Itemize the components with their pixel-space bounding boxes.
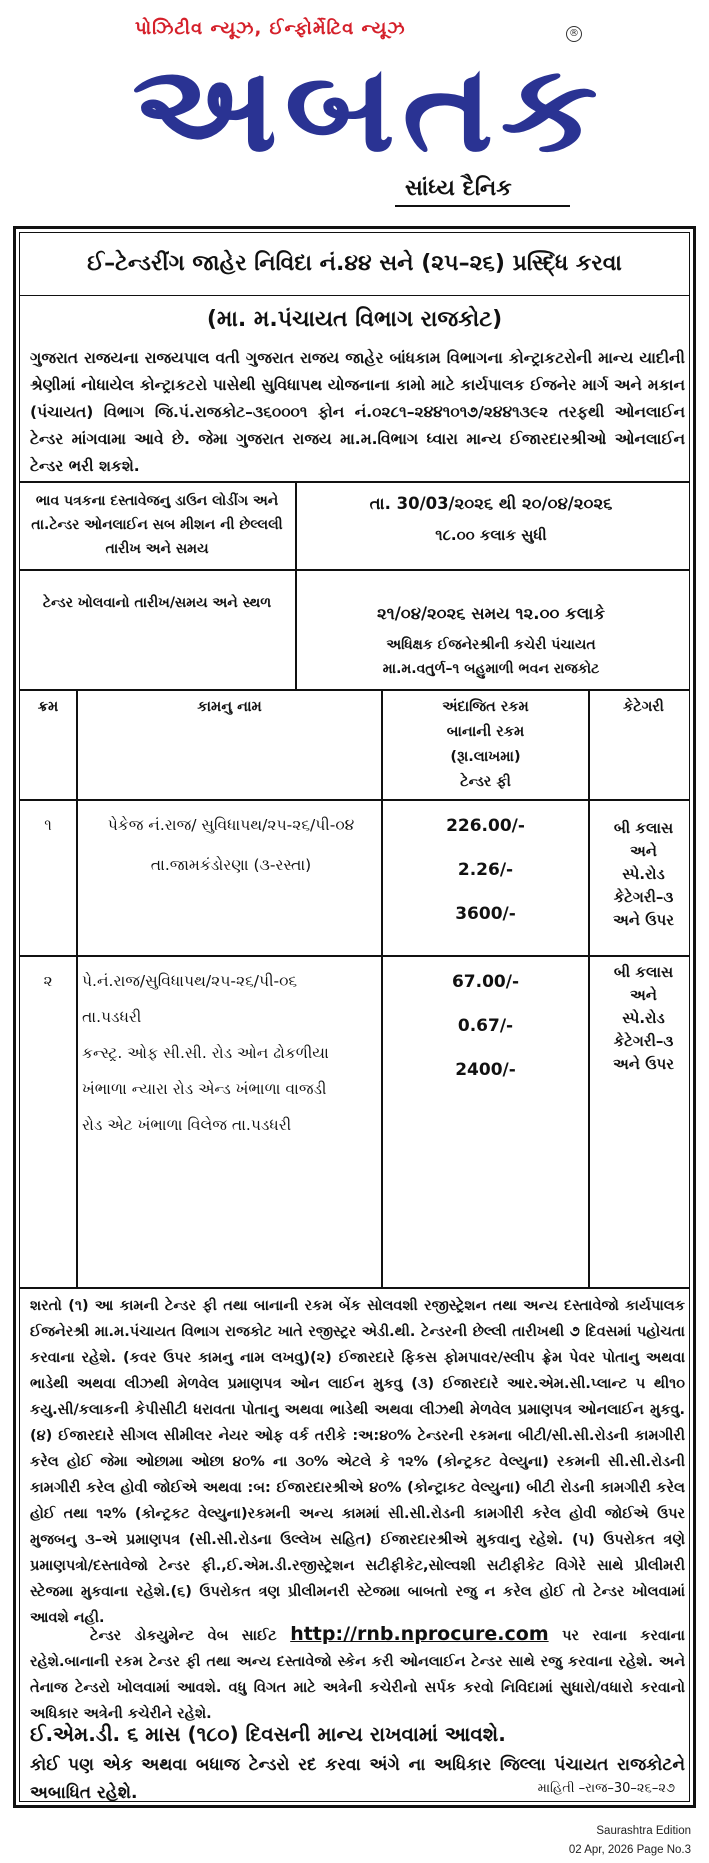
row-2-name-3: કન્સ્ટ્ર. ઓફ સી.સી. રોડ ઓન ઢોકળીયા [82,1044,329,1062]
download-label: ભાવ પત્રકના દસ્તાવેજનુ ડાઉન લોડીંગ અને તા.ટેન્ડર ઓનલાઈન સબ મીશન ની છેલ્લલી તારીખ અને સમય [31,493,283,557]
terms-conditions: શરતો (૧) આ કામની ટેન્ડર ફી તથા બાનાની રકમ બેંક સોલવશી રજીસ્ટ્રેશન તથા અન્ય દસ્તાવેજો કાર્યપાલક ઈજનેરશ્રી મા.મ.પંચાયત વિભાગ રાજકોટ ખાતે રજીસ્ટ્રર એડી.થી. ટેન્ડરની છેલ્લી તારીખથી ૭ દિવસમાં પહોચતા કરવાના રહેશે. (કવર ઉપર કામનુ નામ લખવુ)(૨) ઈજારદારે ફિકસ ફોમપાવર/સ્લીપ ફ્રેમ પેવર પોતાનુ અથવા ભાડેથી અથવા લીઝથી મેળવેલ પ્રમાણપત્ર ઓન લાઈન મુકવુ (૩) ઈજારદારે આર.એમ.સી.પ્લાન્ટ ૫ થી૧૦ કયુ.સી/કલાકની કેપીસીટી ધરાવતા પોતાનુ અથવા ભાડેથી અથવા લીઝથી મેળવેલ પ્રમાણપત્ર ઓનલાઈન મુકવુ.(૪) ઈજારદારે સીગલ સીમીલર નેયર ઓફ વર્ક તરીકે :અ:૪૦% ટેન્ડરની રકમના બીટી/સી.સી.રોડની કામગીરી કરેલ હોઈ જેમા ઓછામા ઓછા ૪૦% ના ૩૦% એટલે કે ૧૨% (કોન્ટ્રકટ વેલ્યુના) રકમની સી.સી.રોડની કામગીરી કરેલ હોવી જોઈએ અથવા :બ: ઈજારદારશ્રીએ ૪૦% (કોન્ટ્રાકટ વેલ્યુના) બીટી રોડની કામગીરી કરેલ હોઈ તથા ૧૨% (કોન્ટ્રકટ વેલ્યુના)રકમની અન્ય કામમાં સી.સી.રોડની કામગીરી કરેલ હોવી જોઈએ ઉપર મુજબનુ ૩–એ પ્રમાણપત્ર (સી.સી.રોડના ઉલ્લેખ સહિત) ઈજારદારશ્રીએ મુકવાનુ રહેશે. (૫) ઉપરોકત ત્રણે પ્રમાણપત્રો/દસ્તાવેજો ટેન્ડર ફી.,ઈ.એમ.ડી.રજીસ્ટ્રેશન સટીફીકેટ,સોલ્વશી સટીફીકેટ વિગેરે સાથે પ્રીલીમરી સ્ટેજમા મુકવાના રહેશે.(૬) ઉપરોકત ત્રણ પ્રીલીમનરી સ્ટેજમા બાબતો રજુ ન કરેલ હોઈ તો ટેન્ડર ખોલવામાં આવશે નહી. [30,1298,685,1626]
row-2-serial: ૨ [43,972,53,990]
row-1-category-3: સ્પે.રોડ [622,865,665,883]
opening-place-2: મા.મ.વતુર્ળ–૧ બહુમાળી ભવન રાજકોટ [382,661,600,677]
row-2-category-4: કેટેગરી–૩ [613,1032,674,1050]
row-2-name-4: ખંભાળા ન્યારા રોડ એન્ડ ખંભાળા વાજડી [82,1080,327,1098]
tender-website-link[interactable]: http://rnb.nprocure.com [290,1623,549,1645]
row-1-category-1: બી કલાસ [613,819,674,837]
tender-notice [13,226,696,1808]
row-2-estimate: 67.00/- [451,972,520,992]
row-2-name-2: તા.પડધરી [82,1008,142,1026]
row-2-name-1: પે.નં.રાજ/સુવિધાપથ/૨૫-૨૬/પી-૦૬ [82,972,298,990]
row-1-serial: ૧ [44,816,52,834]
row-1-deposit: 2.26/- [457,860,514,880]
schedule-mid-rule-2 [295,569,297,689]
newspaper-logo: અબતક [132,40,605,179]
notice-intro: ગુજરાત રાજયના રાજયપાલ વતી ગુજરાત રાજય જાહેર બાંધકામ વિભાગના કોન્ટ્રાકટરોની માન્ય યાદીની શ્રેણીમાં નોધાયેલ કોન્ટ્રાકટરો પાસેથી સુવિધાપથ યોજનાના કામો માટે કાર્યપાલક ઈજનેર માર્ગ અને મકાન (પંચાયત) વિભાગ જિ.પં.રાજકોટ–૩૬૦૦૦૧ ફોન નં.૦૨૮૧–૨૪૪૧૦૧૭/૨૪૪૧૩૯૨ તરફથી ઓનલાઈન ટેન્ડર માંગવામા આવે છે. જેમા ગુજરાત રાજય મા.મ.વિભાગ ધ્વારા માન્ય ઈજારદારશ્રીઓ ઓનલાઈન ટેન્ડર ભરી શકશે. [30,349,685,475]
opening-label: ટેન્ડર ખોલવાનો તારીખ/સમય અને સ્થળ [42,595,272,611]
opening-datetime: ૨૧/૦૪/૨૦૨૬ સમય ૧૨.૦૦ કલાકે [376,604,605,623]
website-paragraph [30,1621,685,1727]
download-dates: તા. 30/03/૨૦૨૬ થી ૨૦/૦૪/૨૦૨૬ [369,494,613,513]
masthead-subtitle: સાંધ્ય દૈનિક [405,176,512,201]
masthead-tagline: પોઝિટીવ ન્યૂઝ, ઈન્ફોર્મેટિવ ન્યૂઝ [135,18,406,39]
row-2-category-3: સ્પે.રોડ [622,1009,665,1027]
row-1-name-2: તા.જામકંડોરણા (૩-રસ્તા) [150,856,312,874]
row-2-category-2: અને [629,986,657,1004]
row-1-rule [20,799,689,801]
schedule-top-rule [20,481,689,483]
header-amount-2: બાનાની રકમ [446,724,525,740]
title-divider [20,295,689,296]
header-category: કેટેગરી [623,699,664,715]
website-suffix: પર રવાના કરવાના રહેશે.બાનાની રકમ ટેન્ડર ફી તથા અન્ય દસ્તાવેજો સ્કેન કરી ઓનલાઈન ટેન્ડર સાથે રજુ કરવાના રહેશે. અને તેનાજ ટેન્ડરો ખોલવામાં આવશે. વધુ વિગત માટે અત્રેની કચેરીનો સર્પક કરવો નિવિદામાં સુધારો/વધારો કરવાનો અધિકાર અત્રેની કચેરીને રહેશે. [30,1628,685,1722]
row-2-fee: 2400/- [455,1060,516,1080]
masthead [0,0,709,215]
row-2-category-5: અને ઉપર [612,1055,675,1073]
notice-title: ઈ–ટેન્ડરીંગ જાહેર નિવિદા નં.૪૪ સને (૨૫–૨૬) પ્રસ્દ્ધિ કરવા [87,251,622,276]
row-1-estimate: 226.00/- [446,816,525,836]
registered-mark-icon: ® [566,26,582,42]
notice-inner-frame [19,232,690,1802]
row-1-category-5: અને ઉપર [612,911,675,929]
header-amount-4: ટેન્ડર ફી [460,774,511,790]
row-1-fee: 3600/- [455,904,516,924]
header-amount-1: અંદાજિત રકમ [442,699,529,715]
download-time: ૧૮.૦૦ કલાક સુધી [435,526,547,544]
col-rule-1 [76,689,78,1287]
subtitle-underline [395,205,570,207]
header-amount-3: (રૂા.લાખમા) [450,749,521,765]
website-prefix: ટેન્ડર ડોકયુમેન્ટ વેબ સાઈટ [90,1628,277,1644]
row-2-rule [20,955,689,957]
emd-validity: ઈ.એમ.ડી. ૬ માસ (૧૮૦) દિવસની માન્ય રાખવામાં આવશે. [30,1722,506,1746]
row-1-category-4: કેટેગરી–૩ [613,888,674,906]
row-2-deposit: 0.67/- [457,1016,514,1036]
row-2-category-1: બી કલાસ [613,963,674,981]
header-work-name: કામનુ નામ [197,699,262,715]
notice-subtitle: (મા. મ.પંચાયત વિભાગ રાજકોટ) [206,307,503,332]
opening-place-1: અધિક્ષક ઈજનેરશ્રીની કચેરી પંચાયત [386,637,596,653]
row-1-name-1: પેકેજ નં.રાજ/ સુવિધાપથ/૨૫-૨૬/પી-૦૪ [107,816,355,834]
row-1-category-2: અને [629,842,657,860]
reference-number: માહિતી –રાજ–30–૨૬–૨૭ [537,1781,675,1796]
reservation-clause: કોઈ પણ એક અથવા બધાજ ટેન્ડરો રદ કરવા અંગે ના અધિકાર જિલ્લા પંચાયત રાજકોટને અબાધિત રહેશે. [30,1755,685,1803]
schedule-row-rule [20,569,689,571]
edition-date-page: 02 Apr, 2026 Page No.3 [568,1844,691,1856]
works-table-bottom-rule [20,1287,689,1289]
header-serial: ક્રમ [37,699,59,715]
row-2-name-5: રોડ એટ ખંભાળા વિલેજ તા.પડધરી [82,1116,292,1134]
edition-name: Saurashtra Edition [596,1825,691,1837]
